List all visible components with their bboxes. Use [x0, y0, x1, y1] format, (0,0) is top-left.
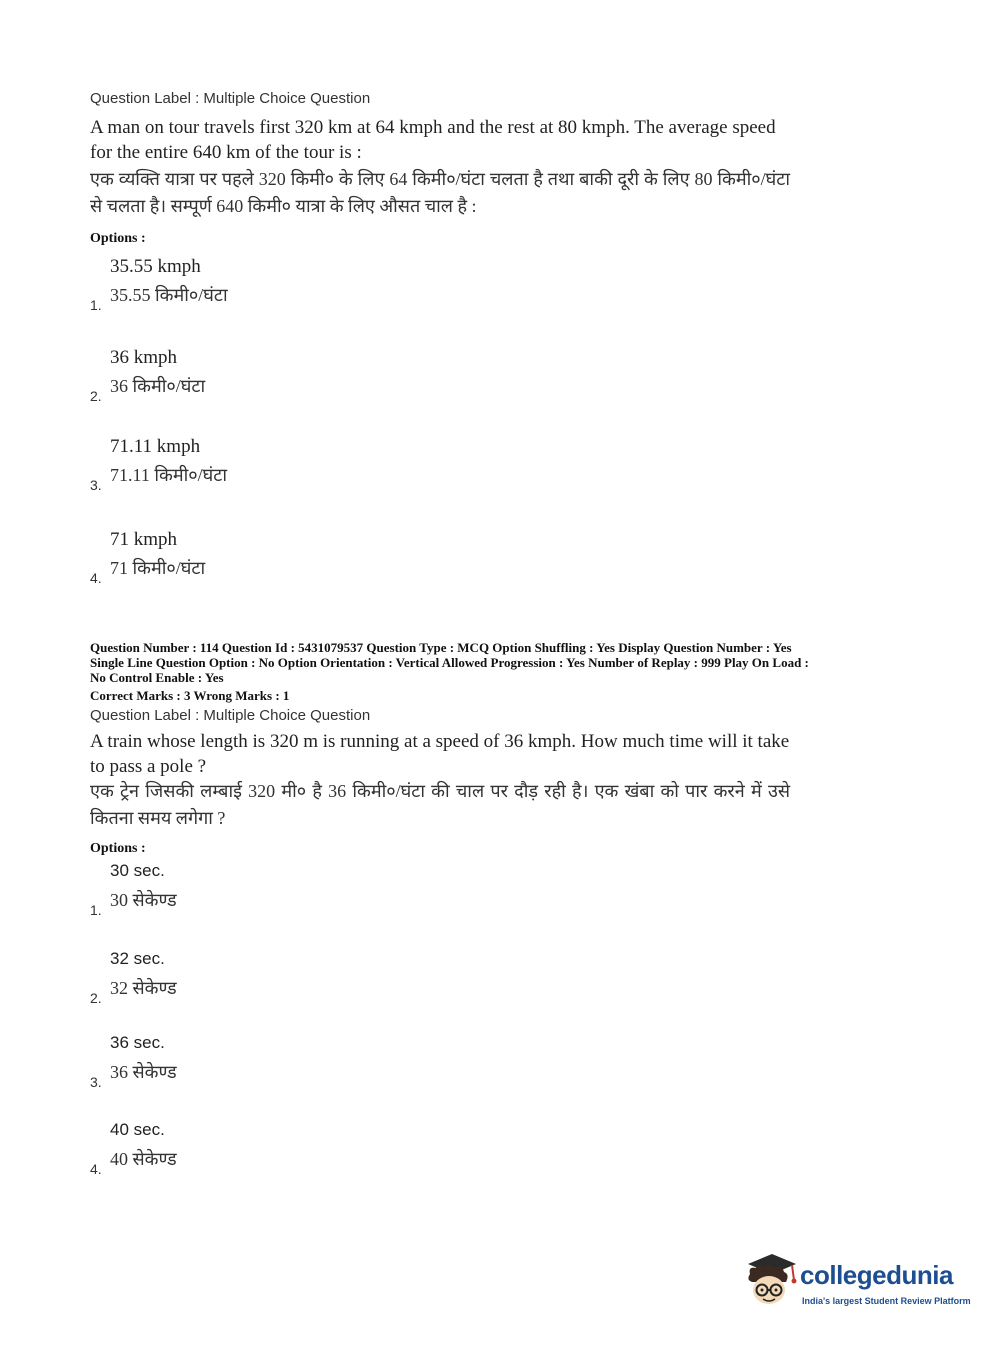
- option-number: 1.: [90, 297, 102, 313]
- question-text-hindi: एक ट्रेन जिसकी लम्बाई 320 मी० है 36 किमी०/घंटा की चाल पर दौड़ रही है। एक खंबा को पार करने में उसे कितना समय लगेगा ?: [90, 781, 790, 828]
- option-number: 3.: [90, 477, 102, 493]
- mascot-icon: [742, 1250, 800, 1310]
- metadata-line: Single Line Question Option : No Option Orientation : Vertical Allowed Progression : Yes Number of Replay : 999 Play On Load :: [90, 655, 809, 670]
- option-text-english: 36 sec.: [110, 1033, 165, 1052]
- question-text-english: A train whose length is 320 m is running at a speed of 36 kmph. How much time will it take to pass a pole ?: [90, 731, 790, 777]
- option-number: 4.: [90, 1161, 102, 1177]
- option-text-english: 32 sec.: [110, 949, 165, 968]
- metadata-line: Question Number : 114 Question Id : 5431079537 Question Type : MCQ Option Shuffling : Yes Display Question Number : Yes: [90, 640, 792, 655]
- question-label: Question Label : Multiple Choice Question: [90, 90, 371, 107]
- option-number: 2.: [90, 388, 102, 404]
- metadata-line: No Control Enable : Yes: [90, 670, 224, 685]
- option-number: 3.: [90, 1074, 102, 1090]
- option-text-english: 71.11 kmph: [110, 436, 201, 457]
- question-label: Question Label : Multiple Choice Question: [90, 707, 371, 724]
- marks-line: Correct Marks : 3 Wrong Marks : 1: [90, 688, 290, 703]
- option-item: [90, 1033, 390, 1093]
- option-item: [90, 256, 390, 316]
- option-text-hindi: 32 सेकेण्ड: [110, 978, 177, 998]
- option-item: [90, 861, 390, 921]
- option-item: [90, 436, 390, 496]
- option-text-hindi: 40 सेकेण्ड: [110, 1149, 177, 1169]
- option-text-hindi: 71.11 किमी०/घंटा: [110, 465, 227, 485]
- option-item: [90, 347, 390, 407]
- option-item: [90, 949, 390, 1009]
- option-number: 2.: [90, 990, 102, 1006]
- option-text-hindi: 36 किमी०/घंटा: [110, 376, 206, 396]
- option-text-english: 40 sec.: [110, 1120, 165, 1139]
- options-heading: Options :: [90, 231, 146, 246]
- option-text-hindi: 36 सेकेण्ड: [110, 1062, 177, 1082]
- option-number: 4.: [90, 570, 102, 586]
- option-text-hindi: 71 किमी०/घंटा: [110, 558, 206, 578]
- option-text-hindi: 30 सेकेण्ड: [110, 890, 177, 910]
- brand-name: collegedunia: [800, 1260, 953, 1290]
- question-text-hindi: एक व्यक्ति यात्रा पर पहले 320 किमी० के लिए 64 किमी०/घंटा चलता है तथा बाकी दूरी के लिए 80 किमी०/घंटा से चलता है। सम्पूर्ण 640 किमी० यात्रा के लिए औसत चाल है :: [90, 169, 790, 216]
- question-text-english: A man on tour travels first 320 km at 64 kmph and the rest at 80 kmph. The average speed for the entire 640 km of the tour is :: [90, 117, 776, 163]
- option-item: [90, 529, 390, 589]
- option-text-english: 35.55 kmph: [110, 256, 201, 277]
- option-number: 1.: [90, 902, 102, 918]
- question-metadata: [90, 640, 920, 685]
- option-text-english: 30 sec.: [110, 861, 165, 880]
- option-text-english: 71 kmph: [110, 529, 178, 550]
- option-text-english: 36 kmph: [110, 347, 178, 368]
- brand-tagline: India's largest Student Review Platform: [802, 1296, 971, 1306]
- option-text-hindi: 35.55 किमी०/घंटा: [110, 285, 228, 305]
- options-heading: Options :: [90, 841, 146, 856]
- option-item: [90, 1120, 390, 1180]
- collegedunia-logo: [742, 1250, 972, 1310]
